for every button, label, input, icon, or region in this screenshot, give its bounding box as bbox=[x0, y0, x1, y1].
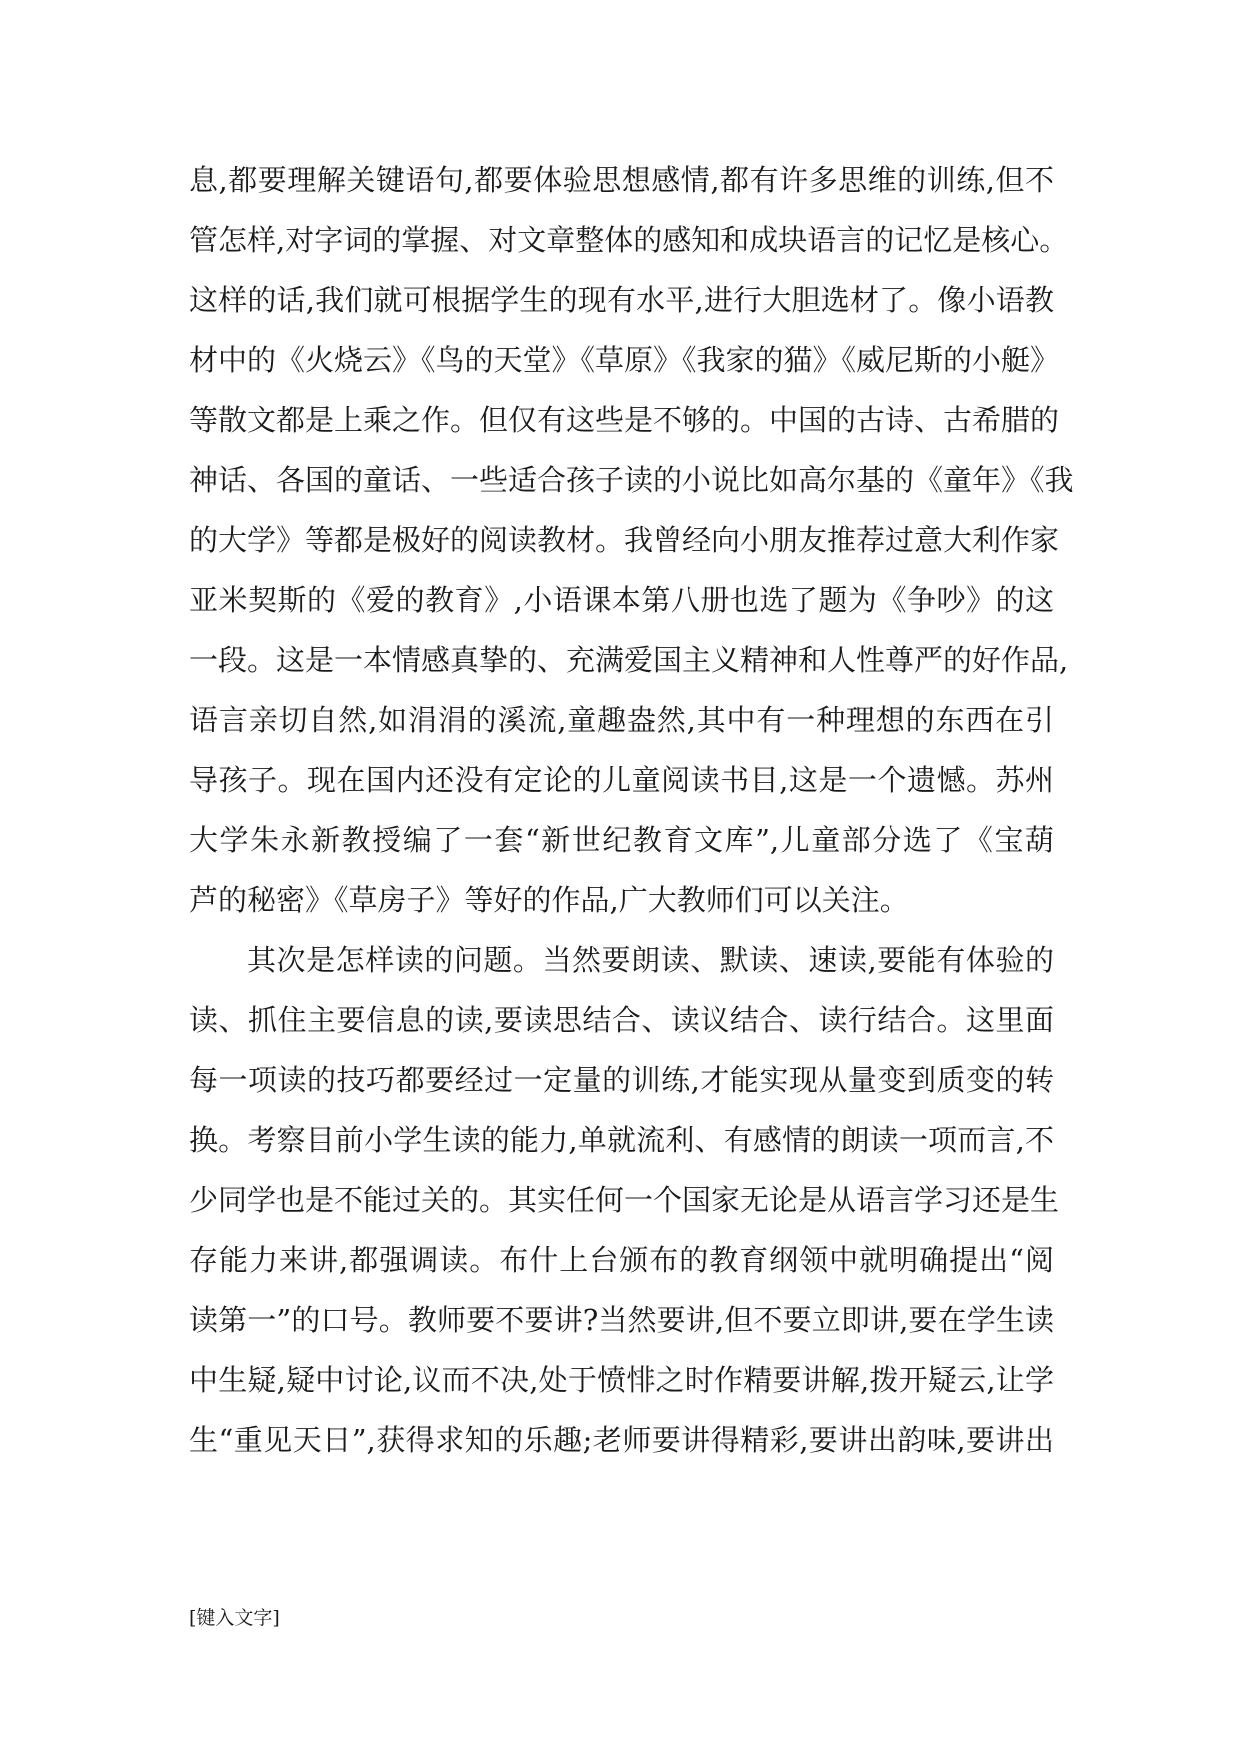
text-line: 大学朱永新教授编了一套“新世纪教育文库”,儿童部分选了《宝葫 bbox=[189, 823, 1054, 857]
paragraph-2 bbox=[189, 930, 1060, 1470]
text-line: 其次是怎样读的问题。当然要朗读、默读、速读,要能有体验的 bbox=[247, 943, 1054, 977]
text-line: 神话、各国的童话、一些适合孩子读的小说比如高尔基的《童年》《我 bbox=[189, 463, 1074, 497]
text-line: 每一项读的技巧都要经过一定量的训练,才能实现从量变到质变的转 bbox=[189, 1063, 1054, 1097]
text-line: 导孩子。现在国内还没有定论的儿童阅读书目,这是一个遗憾。苏州 bbox=[189, 763, 1054, 797]
text-line: 这样的话,我们就可根据学生的现有水平,进行大胆选材了。像小语教 bbox=[189, 283, 1054, 317]
text-line: 生“重见天日”,获得求知的乐趣;老师要讲得精彩,要讲出韵味,要讲出 bbox=[189, 1423, 1054, 1457]
text-line: 存能力来讲,都强调读。布什上台颁布的教育纲领中就明确提出“阅 bbox=[189, 1243, 1054, 1277]
text-line: 少同学也是不能过关的。其实任何一个国家无论是从语言学习还是生 bbox=[189, 1183, 1060, 1217]
text-line: 等散文都是上乘之作。但仅有这些是不够的。中国的古诗、古希腊的 bbox=[189, 403, 1060, 437]
text-line: 的大学》等都是极好的阅读教材。我曾经向小朋友推荐过意大利作家 bbox=[189, 523, 1060, 557]
text-line: 读第一”的口号。教师要不要讲?当然要讲,但不要立即讲,要在学生读 bbox=[189, 1303, 1054, 1337]
text-line: 芦的秘密》《草房子》等好的作品,广大教师们可以关注。 bbox=[189, 883, 909, 917]
text-line: 息,都要理解关键语句,都要体验思想感情,都有许多思维的训练,但不 bbox=[189, 163, 1054, 197]
text-line: 语言亲切自然,如涓涓的溪流,童趣盎然,其中有一种理想的东西在引 bbox=[189, 703, 1054, 737]
footer-placeholder[interactable]: [键入文字] bbox=[189, 1607, 280, 1629]
paragraph-1 bbox=[189, 150, 1074, 930]
text-line: 中生疑,疑中讨论,议而不决,处于愤悱之时作精要讲解,拨开疑云,让学 bbox=[189, 1363, 1054, 1397]
body-text bbox=[189, 150, 1074, 1470]
text-line: 亚米契斯的《爱的教育》,小语课本第八册也选了题为《争吵》的这 bbox=[189, 583, 1054, 617]
text-line: 换。考察目前小学生读的能力,单就流利、有感情的朗读一项而言,不 bbox=[189, 1123, 1054, 1157]
text-line: 管怎样,对字词的掌握、对文章整体的感知和成块语言的记忆是核心。 bbox=[189, 223, 1069, 257]
text-line: 一段。这是一本情感真挚的、充满爱国主义精神和人性尊严的好作品, bbox=[189, 643, 1069, 677]
text-line: 读、抓住主要信息的读,要读思结合、读议结合、读行结合。这里面 bbox=[189, 1003, 1054, 1037]
text-line: 材中的《火烧云》《鸟的天堂》《草原》《我家的猫》《威尼斯的小艇》 bbox=[189, 343, 1060, 377]
